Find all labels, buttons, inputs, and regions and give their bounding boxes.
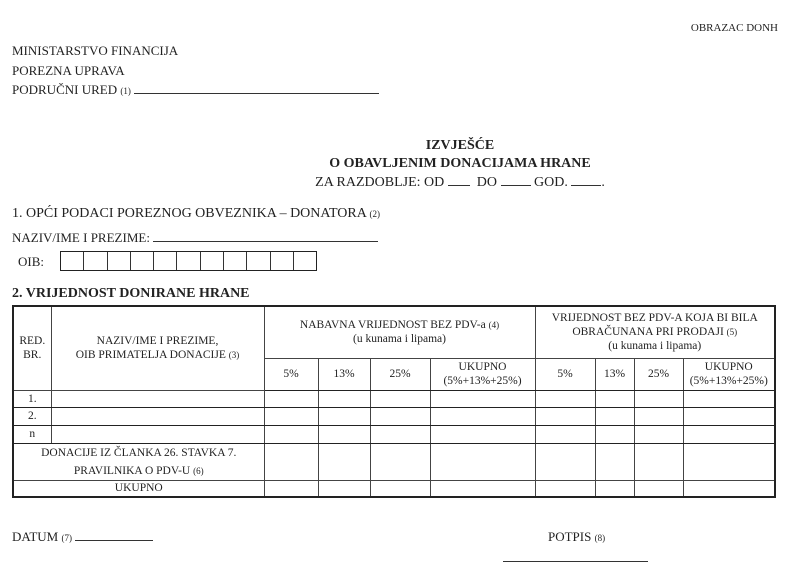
- table-cell: [595, 407, 634, 425]
- table-cell: [430, 443, 535, 480]
- issuer-ministry: MINISTARSTVO FINANCIJA: [12, 43, 179, 58]
- text: VRIJEDNOST BEZ PDV-A KOJA BI BILA: [551, 312, 758, 325]
- title: IZVJEŠĆE: [425, 138, 495, 153]
- header-rate: 13%: [318, 358, 370, 390]
- table-cell: [370, 425, 430, 443]
- table-row: [13, 425, 775, 443]
- section2-heading: 2. VRIJEDNOST DONIRANE HRANE: [12, 286, 250, 301]
- text: (5): [726, 327, 738, 338]
- table-cell: [430, 390, 535, 407]
- oib-label: OIB:: [18, 254, 44, 269]
- text: OBRAČUNANA PRI PRODAJI: [572, 326, 724, 339]
- table-cell: [318, 425, 370, 443]
- text: (6): [193, 465, 204, 476]
- text: [13, 306, 775, 358]
- text: (u kunama i lipama): [353, 333, 446, 346]
- text: [571, 185, 601, 186]
- text: UKUPNO: [704, 361, 753, 373]
- table-cell: [634, 425, 683, 443]
- table-cell: n: [13, 425, 51, 443]
- text: DONACIJE IZ ČLANKA 26. STAVKA 7.: [41, 446, 237, 459]
- table-cell: [535, 443, 595, 480]
- text: (5%+13%+25%): [443, 375, 522, 387]
- header-purchase-value: [264, 306, 535, 358]
- table-cell: [318, 480, 370, 497]
- header-total: [430, 358, 535, 390]
- table-cell: [634, 407, 683, 425]
- text: [271, 252, 294, 270]
- text: [154, 252, 177, 270]
- text: [201, 252, 224, 270]
- signature-label: [548, 529, 605, 545]
- table-cell: [634, 390, 683, 407]
- table-cell: [535, 390, 595, 407]
- text: DATUM: [12, 529, 59, 544]
- table-cell: [264, 480, 318, 497]
- issuer-tax-admin: POREZNA UPRAVA: [12, 63, 125, 78]
- table-cell: [595, 390, 634, 407]
- table-cell: [535, 425, 595, 443]
- table-cell: [13, 443, 264, 480]
- table-cell: [370, 443, 430, 480]
- header-total: [683, 358, 775, 390]
- text: [134, 93, 379, 94]
- table-cell: [683, 390, 775, 407]
- total-row: [13, 480, 775, 497]
- table-cell[interactable]: [51, 425, 264, 443]
- text: DO: [476, 175, 497, 190]
- table-cell: [634, 443, 683, 480]
- text: BR.: [23, 349, 42, 362]
- text: .: [601, 175, 605, 190]
- table-cell: [683, 407, 775, 425]
- text: [61, 252, 84, 270]
- text: [224, 252, 247, 270]
- table-cell: [535, 480, 595, 497]
- oib-input[interactable]: [60, 251, 317, 271]
- table-cell: [264, 390, 318, 407]
- table-cell: [430, 425, 535, 443]
- text: (u kunama i lipama): [608, 340, 702, 353]
- text: [13, 306, 775, 497]
- text: [247, 252, 270, 270]
- table-cell: [318, 443, 370, 480]
- table-cell[interactable]: [51, 407, 264, 425]
- table-cell[interactable]: [51, 390, 264, 407]
- table-cell: [430, 407, 535, 425]
- period-line[interactable]: [0, 175, 800, 191]
- text: [294, 252, 316, 270]
- header-rate: 25%: [634, 358, 683, 390]
- table-cell: [634, 480, 683, 497]
- text: GOD.: [534, 175, 568, 190]
- table-cell: [318, 407, 370, 425]
- header-rate: 5%: [535, 358, 595, 390]
- table-cell: [595, 425, 634, 443]
- header-sale-value: [535, 306, 775, 358]
- text: (8): [594, 533, 606, 543]
- table-cell: [430, 480, 535, 497]
- text: POTPIS: [548, 529, 592, 544]
- table-cell: [264, 407, 318, 425]
- table-row: [13, 390, 775, 407]
- text: (2): [369, 209, 381, 219]
- table-cell: 2.: [13, 407, 51, 425]
- text: [84, 252, 107, 270]
- table-cell: [370, 407, 430, 425]
- header-rate: 13%: [595, 358, 634, 390]
- form-code: OBRAZAC DONH: [690, 22, 778, 34]
- text: (1): [120, 86, 131, 96]
- text: [177, 252, 200, 270]
- text: [448, 185, 470, 186]
- subtitle: O OBAVLJENIM DONACIJAMA HRANE: [329, 156, 591, 171]
- table-cell: [535, 407, 595, 425]
- donations-table: [12, 305, 776, 498]
- text: PODRUČNI URED: [12, 82, 118, 97]
- table-cell: [683, 425, 775, 443]
- text: (5%+13%+25%): [689, 375, 768, 387]
- header-red-br: [13, 306, 51, 390]
- office-field[interactable]: [12, 82, 379, 98]
- text: 1. OPĆI PODACI POREZNOG OBVEZNIKA – DONATORA: [12, 206, 367, 221]
- table-cell: [264, 443, 318, 480]
- table-cell: [264, 425, 318, 443]
- text: [108, 252, 131, 270]
- table-cell: [683, 443, 775, 480]
- table-cell: [683, 480, 775, 497]
- text: (7): [61, 533, 72, 543]
- header-rate: 5%: [264, 358, 318, 390]
- text: ZA RAZDOBLJE: OD: [315, 175, 445, 190]
- date-field[interactable]: [12, 529, 153, 545]
- text: [501, 185, 531, 186]
- text: NAZIV/IME I PREZIME:: [12, 230, 150, 245]
- table-row: [13, 407, 775, 425]
- table-cell: [370, 480, 430, 497]
- text: (4): [488, 320, 500, 331]
- text: NAZIV/IME I PREZIME,: [96, 335, 219, 348]
- table-cell: [595, 443, 634, 480]
- text: [131, 252, 154, 270]
- text: UKUPNO: [458, 361, 507, 373]
- text: OIB PRIMATELJA DONACIJE: [75, 349, 226, 362]
- table-cell: [370, 390, 430, 407]
- text: (3): [228, 350, 240, 361]
- text: [153, 241, 378, 242]
- header-recipient: [51, 306, 264, 390]
- text: NABAVNA VRIJEDNOST BEZ PDV-a: [299, 319, 486, 332]
- signature-line[interactable]: [503, 561, 648, 562]
- table-cell: [318, 390, 370, 407]
- text: PRAVILNIKA O PDV-U: [73, 464, 191, 477]
- text: RED.: [19, 335, 46, 348]
- section1-heading: [12, 206, 380, 222]
- table-cell: 1.: [13, 390, 51, 407]
- table-cell: UKUPNO: [13, 480, 264, 497]
- donations-row: [13, 443, 775, 480]
- text: [75, 540, 153, 541]
- name-field[interactable]: [12, 230, 378, 246]
- table-cell: [595, 480, 634, 497]
- header-rate: 25%: [370, 358, 430, 390]
